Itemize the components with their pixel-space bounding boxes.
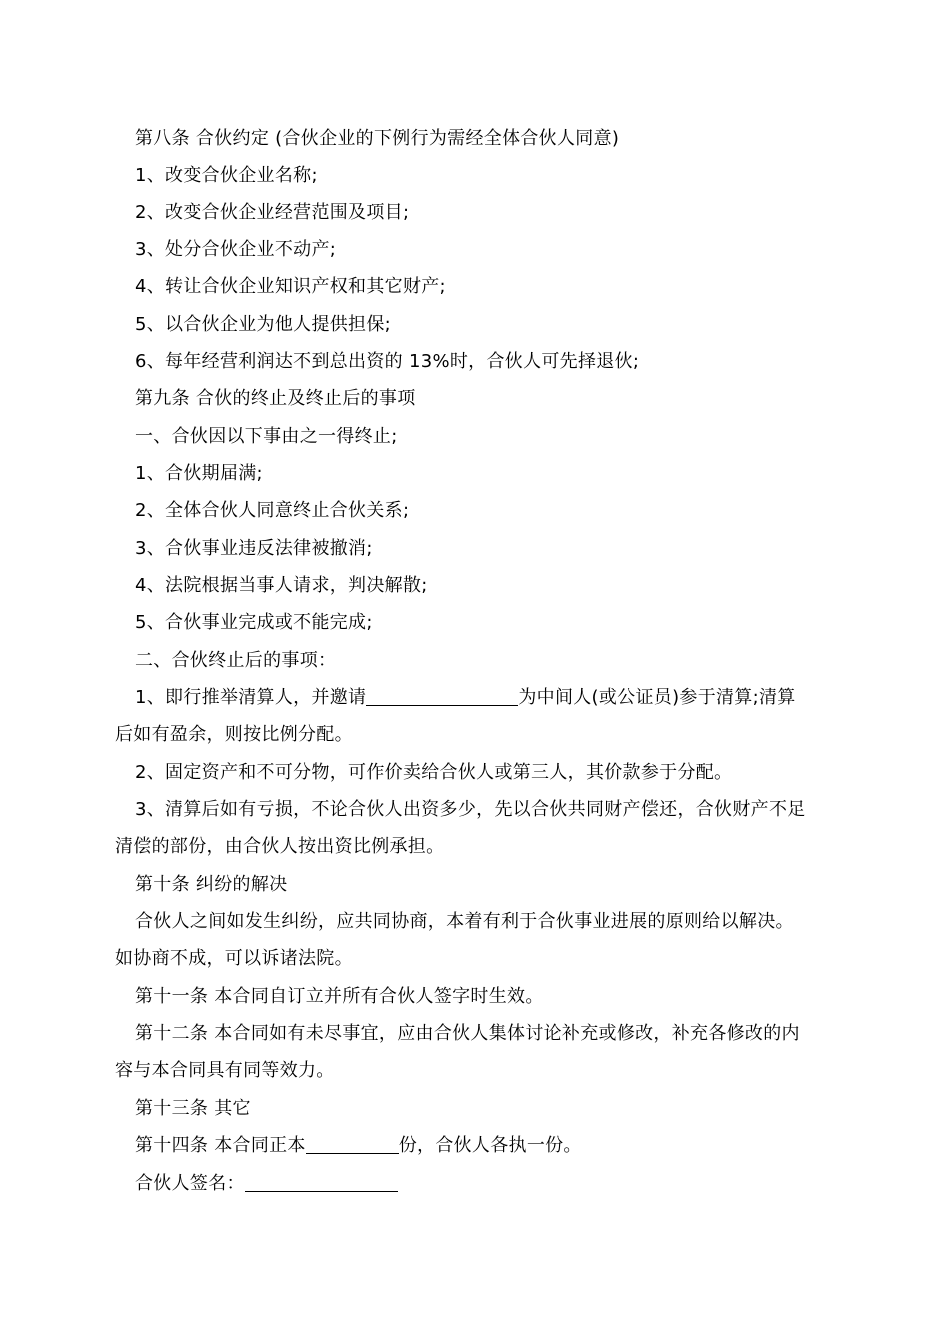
article-12-line-2: 容与本合同具有同等效力。 xyxy=(115,1060,335,1081)
clause-1-line-2: 后如有盈余，则按比例分配。 xyxy=(115,724,353,745)
signature-label: 合伙人签名： xyxy=(135,1173,245,1194)
clause-2: 2、固定资产和不可分物，可作价卖给合伙人或第三人，其价款参于分配。 xyxy=(135,762,733,783)
list-item: 3、合伙事业违反法律被撤消; xyxy=(135,538,373,559)
article-9-title: 第九条 合伙的终止及终止后的事项 xyxy=(135,388,416,409)
list-item: 4、法院根据当事人请求，判决解散; xyxy=(135,575,428,596)
signature-blank-field[interactable] xyxy=(245,1173,398,1192)
article-8-title: 第八条 合伙约定 (合伙企业的下例行为需经全体合伙人同意) xyxy=(135,128,620,149)
list-item: 5、以合伙企业为他人提供担保; xyxy=(135,314,392,335)
list-item: 1、改变合伙企业名称; xyxy=(135,165,318,186)
article-12-line-1: 第十二条 本合同如有未尽事宜，应由合伙人集体讨论补充或修改，补充各修改的内 xyxy=(135,1023,800,1044)
article-10-body-line-2: 如协商不成，可以诉诸法院。 xyxy=(115,948,353,969)
article-10-body-line-1: 合伙人之间如发生纠纷，应共同协商，本着有利于合伙事业进展的原则给以解决。 xyxy=(135,911,794,932)
clause-1-text-before: 1、即行推举清算人，并邀请 xyxy=(135,687,367,708)
section-heading: 二、合伙终止后的事项： xyxy=(135,650,337,671)
article-11: 第十一条 本合同自订立并所有合伙人签字时生效。 xyxy=(135,986,544,1007)
mediator-blank-field[interactable] xyxy=(366,687,518,706)
article-10-title: 第十条 纠纷的解决 xyxy=(135,874,288,895)
list-item: 5、合伙事业完成或不能完成; xyxy=(135,612,373,633)
article-14-text-after: 份，合伙人各执一份。 xyxy=(398,1135,582,1156)
article-13: 第十三条 其它 xyxy=(135,1098,251,1119)
signature-line xyxy=(115,1165,837,1203)
section-heading: 一、合伙因以下事由之一得终止; xyxy=(135,426,398,447)
list-item: 3、处分合伙企业不动产; xyxy=(135,239,337,260)
list-item: 4、转让合伙企业知识产权和其它财产; xyxy=(135,276,446,297)
clause-3-line-1: 3、清算后如有亏损，不论合伙人出资多少，先以合伙共同财产偿还，合伙财产不足 xyxy=(135,799,806,820)
list-item: 1、合伙期届满; xyxy=(135,463,263,484)
article-14 xyxy=(115,1127,837,1165)
clause-3-line-2: 清偿的部份，由合伙人按出资比例承担。 xyxy=(115,836,445,857)
copies-blank-field[interactable] xyxy=(306,1135,399,1154)
list-item: 2、全体合伙人同意终止合伙关系; xyxy=(135,500,410,521)
list-item: 2、改变合伙企业经营范围及项目; xyxy=(135,202,410,223)
article-14-text-before: 第十四条 本合同正本 xyxy=(135,1135,306,1156)
list-item: 6、每年经营利润达不到总出资的 13%时，合伙人可先择退伙; xyxy=(135,351,640,372)
clause-1-text-after: 为中间人(或公证员)参于清算;清算 xyxy=(518,687,796,708)
clause-1-line-1 xyxy=(115,679,837,717)
